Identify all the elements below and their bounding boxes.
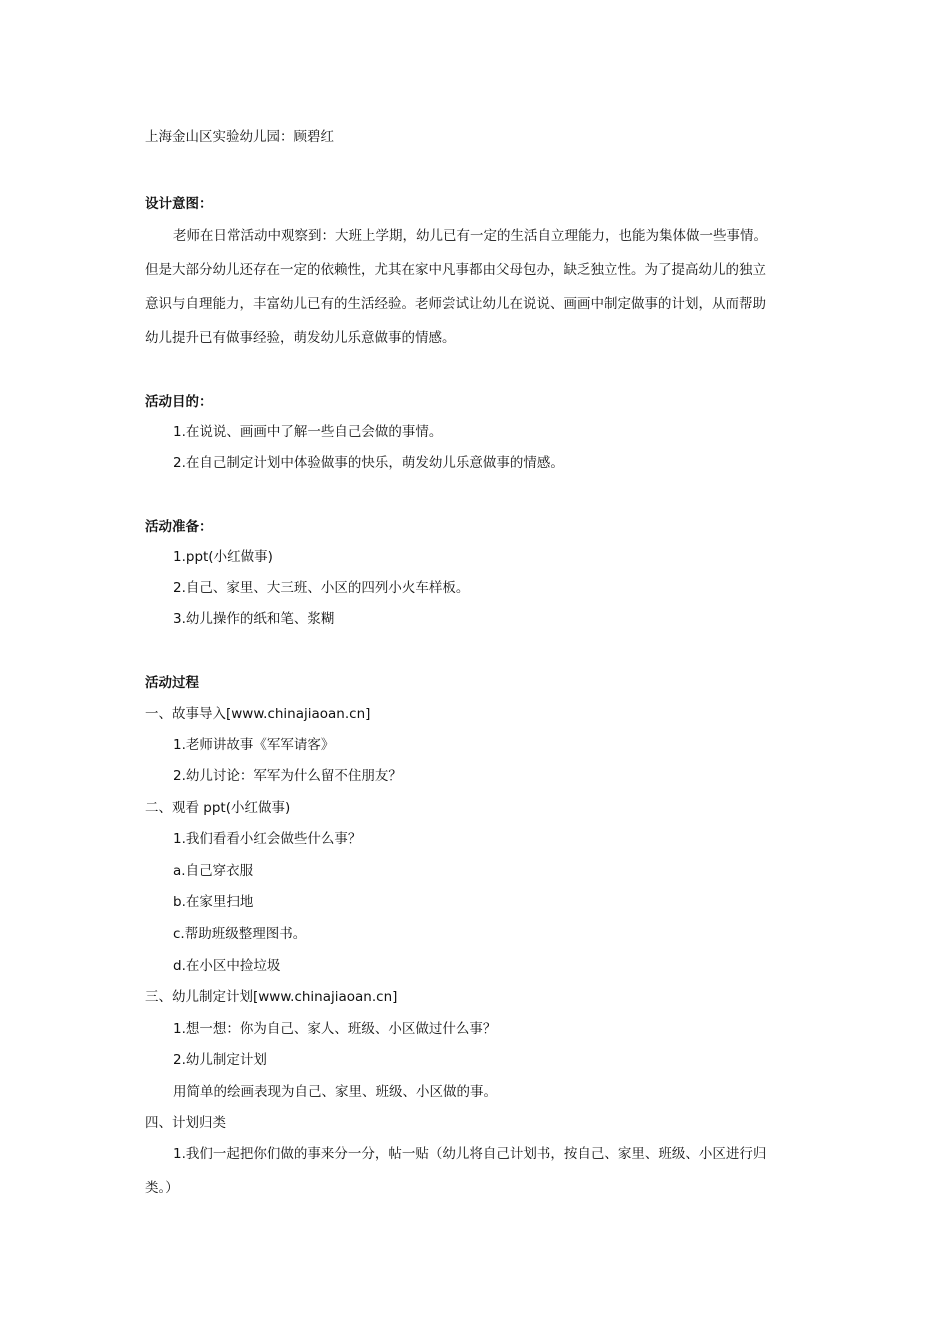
process-section-2: 二、观看 ppt(小红做事) (145, 800, 291, 816)
design-paragraph-line: 老师在日常活动中观察到：大班上学期，幼儿已有一定的生活自立理能力，也能为集体做一些事情。 (173, 228, 767, 244)
process-item: 2.幼儿制定计划 (173, 1052, 267, 1068)
process-section-4: 四、计划归类 (145, 1115, 226, 1131)
process-heading: 活动过程 (145, 675, 199, 691)
design-paragraph-line: 幼儿提升已有做事经验，萌发幼儿乐意做事的情感。 (145, 330, 456, 346)
prep-item: 2.自己、家里、大三班、小区的四列小火车样板。 (173, 580, 470, 596)
goal-item: 1.在说说、画画中了解一些自己会做的事情。 (173, 424, 443, 440)
process-item: a.自己穿衣服 (173, 863, 254, 879)
process-item: c.帮助班级整理图书。 (173, 926, 307, 942)
author-line: 上海金山区实验幼儿园：顾碧红 (145, 129, 334, 145)
process-item: b.在家里扫地 (173, 894, 254, 910)
goal-item: 2.在自己制定计划中体验做事的快乐，萌发幼儿乐意做事的情感。 (173, 455, 564, 471)
process-item: 2.幼儿讨论：军军为什么留不住朋友？ (173, 768, 402, 784)
process-item: 1.我们一起把你们做的事来分一分，帖一贴（幼儿将自己计划书，按自己、家里、班级、小区进行归 (173, 1146, 767, 1162)
design-paragraph-line: 但是大部分幼儿还存在一定的依赖性，尤其在家中凡事都由父母包办，缺乏独立性。为了提高幼儿的独立 (145, 262, 766, 278)
process-item: 1.老师讲故事《军军请客》 (173, 737, 335, 753)
process-section-1: 一、故事导入[www.chinajiaoan.cn] (145, 706, 371, 722)
prep-heading: 活动准备： (145, 519, 213, 535)
process-item: 1.想一想：你为自己、家人、班级、小区做过什么事？ (173, 1021, 497, 1037)
process-item: d.在小区中捡垃圾 (173, 958, 281, 974)
process-item-continued: 类。） (145, 1180, 179, 1196)
process-section-3: 三、幼儿制定计划[www.chinajiaoan.cn] (145, 989, 398, 1005)
prep-item: 3.幼儿操作的纸和笔、浆糊 (173, 611, 335, 627)
design-paragraph-line: 意识与自理能力，丰富幼儿已有的生活经验。老师尝试让幼儿在说说、画画中制定做事的计划，从而帮助 (145, 296, 766, 312)
process-item: 用简单的绘画表现为自己、家里、班级、小区做的事。 (173, 1084, 497, 1100)
design-heading: 设计意图： (145, 196, 213, 212)
process-item: 1.我们看看小红会做些什么事？ (173, 831, 362, 847)
prep-item: 1.ppt(小红做事) (173, 549, 273, 565)
goals-heading: 活动目的： (145, 394, 213, 410)
